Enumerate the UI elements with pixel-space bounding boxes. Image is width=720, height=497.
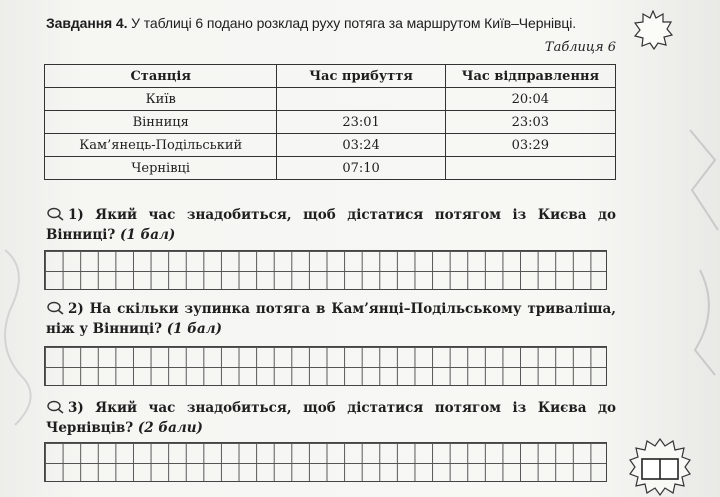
background-doodle-left [0,230,40,430]
question-2-points: (1 бал) [166,321,222,337]
table-caption: Таблиця 6 [544,40,616,55]
cell-departure: 23:03 [445,111,615,134]
cell-arrival [277,88,445,111]
cell-arrival: 23:01 [277,111,445,134]
header-arrival: Час прибуття [277,65,445,88]
header-station: Станція [45,65,277,88]
answer-box-icon [628,437,692,497]
question-3-points: (2 бали) [137,420,203,436]
answer-grid-3[interactable] [44,442,607,482]
cell-station: Київ [45,88,277,111]
question-2-text: 2) На скільки зупинка потяга в Кам’янці–Подільському триваліша, ніж у Вінниці? [46,301,616,337]
background-doodle-right [680,120,720,380]
magnifier-icon [46,301,64,315]
task-label: Завдання 4. [46,15,128,31]
cell-arrival: 07:10 [277,157,445,180]
question-3-text: 3) Який час знадобиться, щоб дістатися потягом із Києва до Чернівців? [46,400,616,436]
task-heading [46,15,646,31]
magnifier-icon [46,207,64,221]
cell-departure: 20:04 [445,88,615,111]
question-2 [46,299,616,339]
table-row [45,88,616,111]
task-text: У таблиці 6 подано розклад руху потяга за маршрутом Київ–Чернівці. [127,15,577,31]
table-header-row [45,65,616,88]
table-row [45,134,616,157]
header-departure: Час відправлення [445,65,615,88]
schedule-table [44,64,616,180]
question-3 [46,398,616,438]
cell-arrival: 03:24 [277,134,445,157]
answer-grid-2[interactable] [44,346,607,386]
cell-station: Чернівці [45,157,277,180]
table-row [45,111,616,134]
question-1-points: (1 бал) [120,227,176,243]
star-burst-icon [633,10,673,50]
question-1 [46,205,616,245]
answer-grid-1[interactable] [44,250,607,290]
question-1-text: 1) Який час знадобиться, щоб дістатися потягом із Києва до Вінниці? [46,207,616,243]
magnifier-icon [46,400,64,414]
cell-station: Вінниця [45,111,277,134]
cell-station: Кам’янець-Подільський [45,134,277,157]
table-row [45,157,616,180]
cell-departure [445,157,615,180]
cell-departure: 03:29 [445,134,615,157]
